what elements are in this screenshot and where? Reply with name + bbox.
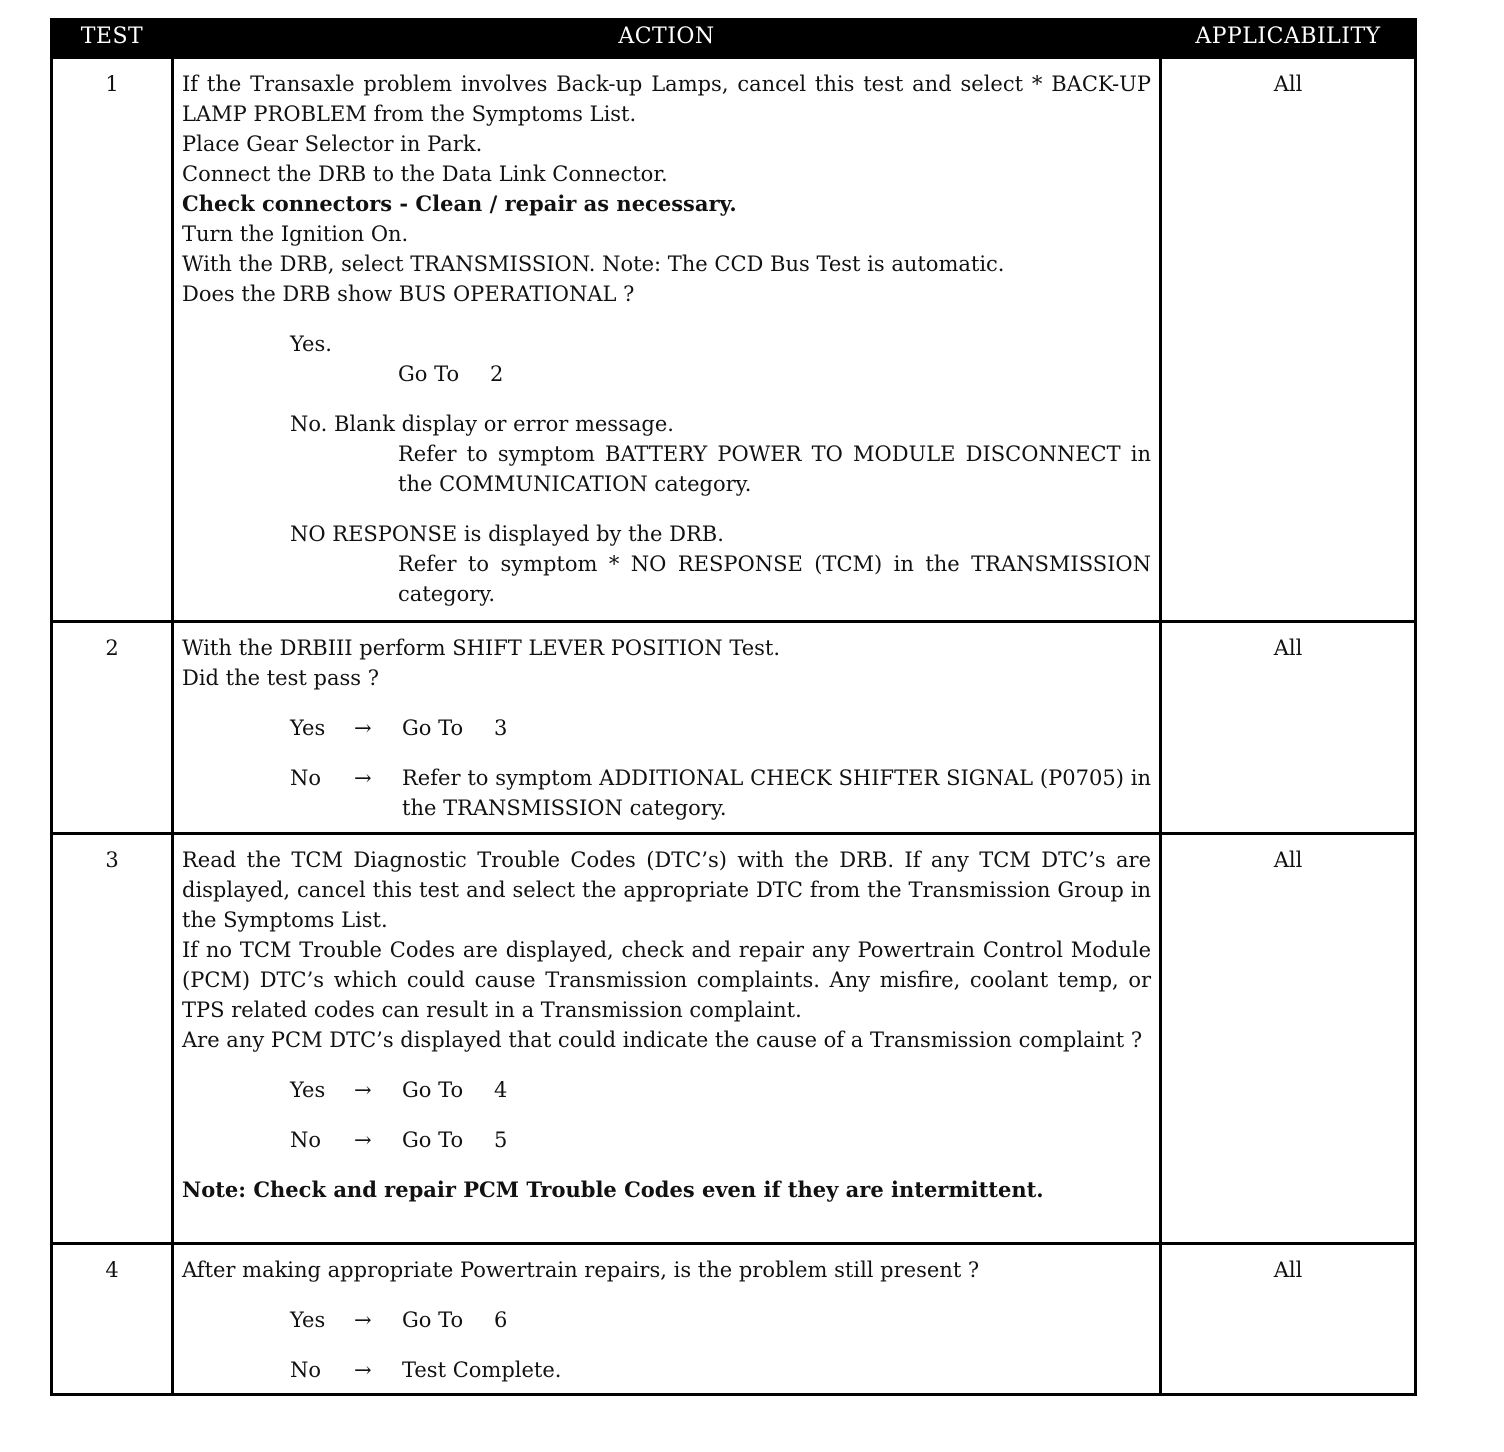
action-line: Read the TCM Diagnostic Trouble Codes (DTC’s) with the DRB. If any TCM DTC’s are displayed, cancel this test and select the appropriate DTC from the Transmission Group in the Symptoms List. — [182, 848, 1151, 932]
arrow-icon: → — [354, 1308, 372, 1332]
action-cell — [173, 622, 1161, 834]
answer-label: NO RESPONSE is displayed by the DRB. — [290, 522, 724, 546]
header-applicability: APPLICABILITY — [1161, 18, 1416, 58]
answer-row — [290, 1305, 1151, 1335]
action-line: With the DRB, select TRANSMISSION. Note: The CCD Bus Test is automatic. — [182, 252, 1005, 276]
answer-row — [290, 1125, 1151, 1155]
goto-text: Go To — [398, 362, 460, 386]
arrow-icon: → — [354, 1128, 372, 1152]
action-line: If the Transaxle problem involves Back-up Lamps, cancel this test and select * BACK-UP LAMP PROBLEM from the Symptoms List. — [182, 72, 1151, 126]
answer-goto — [398, 359, 1151, 389]
arrow-icon: → — [354, 1078, 372, 1102]
goto-number: 4 — [494, 1078, 508, 1102]
answer-text: Refer to symptom BATTERY POWER TO MODULE DISCONNECT in the COMMUNICATION category. — [398, 442, 1151, 496]
answer-row — [290, 713, 1151, 743]
answer-label: No — [290, 1128, 322, 1152]
action-line: With the DRBIII perform SHIFT LEVER POSITION Test. — [182, 636, 781, 660]
arrow-icon: → — [354, 766, 372, 790]
action-line: Connect the DRB to the Data Link Connector. — [182, 162, 668, 186]
action-line: Turn the Ignition On. — [182, 222, 409, 246]
arrow-icon: → — [354, 716, 372, 740]
test-number: 2 — [52, 622, 173, 834]
applicability-value: All — [1161, 1244, 1416, 1395]
answer-row — [290, 1355, 1151, 1385]
diagnostic-test-document — [50, 18, 1417, 1396]
test-number: 3 — [52, 834, 173, 1244]
answer-text: Refer to symptom * NO RESPONSE (TCM) in the TRANSMISSION category. — [398, 552, 1151, 606]
action-cell — [173, 58, 1161, 622]
goto-text: Go To — [402, 716, 464, 740]
answer-row — [290, 1075, 1151, 1105]
answer-goto — [402, 1075, 1151, 1105]
action-line: If no TCM Trouble Codes are displayed, check and repair any Powertrain Control Module (PCM) DTC’s which could cause Transmission complaints. Any misfire, coolant temp, or TPS related codes can result in a Transmission complaint. — [182, 938, 1151, 1022]
goto-number: 3 — [494, 716, 508, 740]
goto-number: 5 — [494, 1128, 508, 1152]
answer-label: No — [290, 766, 322, 790]
table-row — [52, 622, 1416, 834]
applicability-value: All — [1161, 834, 1416, 1244]
applicability-value: All — [1161, 622, 1416, 834]
answer-label: Yes — [290, 716, 326, 740]
action-question: Are any PCM DTC’s displayed that could indicate the cause of a Transmission complaint ? — [182, 1028, 1143, 1052]
goto-text: Go To — [402, 1128, 464, 1152]
arrow-icon: → — [354, 1358, 372, 1382]
applicability-value: All — [1161, 58, 1416, 622]
answer-label: Yes — [290, 1308, 326, 1332]
answer-row — [290, 763, 1151, 823]
action-question: After making appropriate Powertrain repairs, is the problem still present ? — [182, 1258, 980, 1282]
answer-goto — [402, 1305, 1151, 1335]
goto-text: Go To — [402, 1078, 464, 1102]
goto-number: 6 — [494, 1308, 508, 1332]
table-row — [52, 834, 1416, 1244]
header-test: TEST — [52, 18, 173, 58]
note-text: Note: Check and repair PCM Trouble Codes even if they are intermittent. — [182, 1177, 1044, 1202]
answer-label: Yes. — [290, 332, 332, 356]
goto-number: 2 — [490, 362, 504, 386]
answer-text: Test Complete. — [402, 1358, 562, 1382]
action-cell — [173, 834, 1161, 1244]
table-row — [52, 58, 1416, 622]
table-row — [52, 1244, 1416, 1395]
action-line: Place Gear Selector in Park. — [182, 132, 483, 156]
header-action: ACTION — [173, 18, 1161, 58]
answer-label: No. Blank display or error message. — [290, 412, 674, 436]
action-question: Did the test pass ? — [182, 666, 379, 690]
test-number: 1 — [52, 58, 173, 622]
action-question: Does the DRB show BUS OPERATIONAL ? — [182, 282, 635, 306]
answer-label: No — [290, 1358, 322, 1382]
test-number: 4 — [52, 1244, 173, 1395]
answer-goto — [402, 1125, 1151, 1155]
table-header-row — [52, 18, 1416, 58]
goto-text: Go To — [402, 1308, 464, 1332]
answer-goto — [402, 713, 1151, 743]
action-line-bold: Check connectors - Clean / repair as necessary. — [182, 191, 737, 216]
diagnostic-test-table — [50, 18, 1417, 1396]
answer-text: Refer to symptom ADDITIONAL CHECK SHIFTER SIGNAL (P0705) in the TRANSMISSION category. — [402, 766, 1151, 820]
action-cell — [173, 1244, 1161, 1395]
answer-label: Yes — [290, 1078, 326, 1102]
